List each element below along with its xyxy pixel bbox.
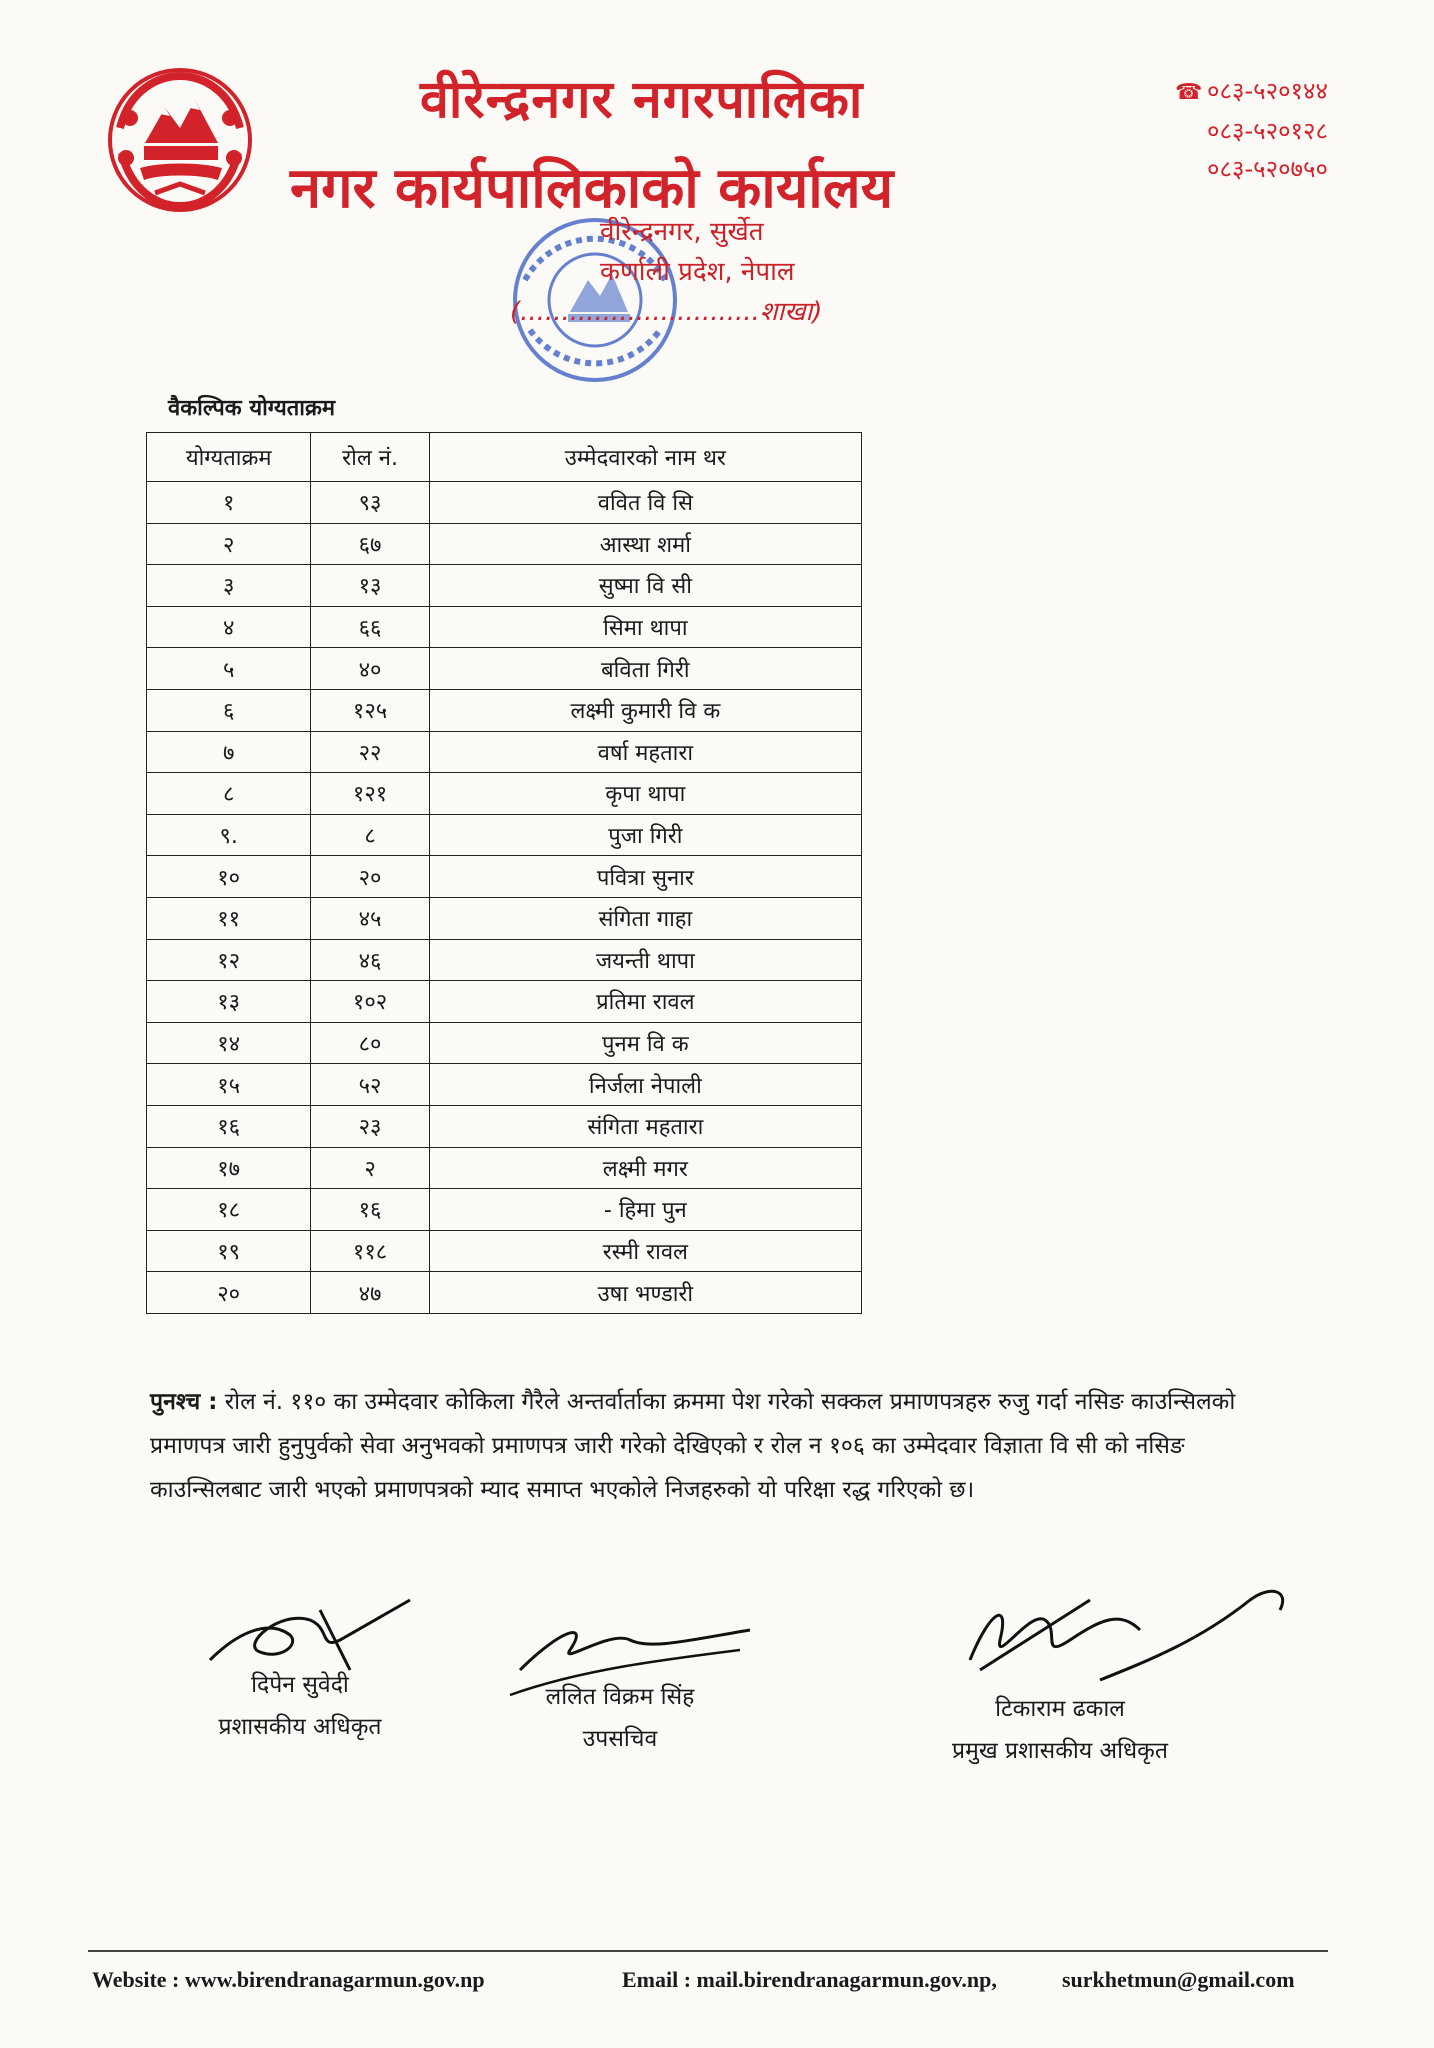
municipality-title: वीरेन्द्रनगर नगरपालिका [420,70,864,130]
cell-rank: १३ [147,981,311,1023]
cell-candidate-name: प्रतिमा रावल [429,981,861,1023]
cell-roll-number: १३ [311,565,429,607]
cell-roll-number: १०२ [311,981,429,1023]
footer-email: Email : mail.birendranagarmun.gov.np, [622,1967,997,1992]
table-header-row [147,433,862,482]
cell-candidate-name: निर्जला नेपाली [429,1064,861,1106]
note-text: रोल नं. ११० का उम्मेदवार कोकिला गैरैले अन्तर्वार्ताका क्रममा पेश गरेको सक्कल प्रमाणपत्रहरु रुजु गर्दा नसिङ काउन्सिलको प्रमाणपत्र जारी हुनुपुर्वको सेवा अनुभवको प्रमाणपत्र जारी गरेको देखिएको र रोल न १०६ का उम्मेदवार विज्ञाता वि सी को नसिङ काउन्सिलबाट जारी भएको प्रमाणपत्रको म्याद समाप्त भएकोले निजहरुको यो परिक्षा रद्ध गरिएको छ। [150,1389,1236,1503]
table-row [147,1022,862,1064]
table-row [147,814,862,856]
table-row [147,1189,862,1231]
signature-block-2 [510,1676,730,1760]
cell-rank: ९. [147,814,311,856]
cell-rank: १५ [147,1064,311,1106]
cell-roll-number: २२ [311,731,429,773]
cell-candidate-name: सिमा थापा [429,606,861,648]
cell-rank: १२ [147,939,311,981]
table-row [147,689,862,731]
table-title: वैकल्पिक योग्यताक्रम [168,396,336,421]
signatory-title: प्रशासकीय अधिकृत [218,1714,382,1740]
cell-rank: १६ [147,1105,311,1147]
cell-candidate-name: आस्था शर्मा [429,523,861,565]
note-label: पुनश्च : [150,1389,218,1415]
cell-candidate-name: संगिता महतारा [429,1105,861,1147]
cell-candidate-name: रस्मी रावल [429,1230,861,1272]
signatory-title: उपसचिव [582,1726,658,1752]
table-row [147,897,862,939]
cell-candidate-name: लक्ष्मी मगर [429,1147,861,1189]
cell-roll-number: ११८ [311,1230,429,1272]
signatory-name: ललित विक्रम सिंह [545,1684,695,1710]
cell-roll-number: ४६ [311,939,429,981]
table-row [147,648,862,690]
cell-rank: २ [147,523,311,565]
branch-line: (.............................शाखा) [510,297,823,327]
table-row [147,731,862,773]
phone-numbers [1138,72,1328,188]
signature-block-1 [170,1664,430,1748]
table-row [147,523,862,565]
cell-rank: ३ [147,565,311,607]
cell-rank: ८ [147,773,311,815]
cell-roll-number: ४० [311,648,429,690]
cell-roll-number: ९३ [311,482,429,524]
cell-roll-number: ६७ [311,523,429,565]
cell-rank: ५ [147,648,311,690]
cell-candidate-name: - हिमा पुन [429,1189,861,1231]
cell-rank: ११ [147,897,311,939]
cell-candidate-name: जयन्ती थापा [429,939,861,981]
cell-candidate-name: पवित्रा सुनार [429,856,861,898]
signatory-name: टिकाराम ढकाल [995,1696,1125,1722]
phone-number: ०८३-५२०१२८ [1207,117,1328,145]
signatory-name: दिपेन सुवेदी [251,1672,349,1698]
footer-website: Website : www.birendranagarmun.gov.np [92,1967,485,1992]
cell-roll-number: ८ [311,814,429,856]
cell-candidate-name: पुनम वि क [429,1022,861,1064]
table-row [147,1272,862,1314]
phone-row [1138,72,1328,112]
table-row [147,939,862,981]
cell-rank: १० [147,856,311,898]
cell-rank: १४ [147,1022,311,1064]
government-emblem-icon [100,58,260,218]
cell-candidate-name: कृपा थापा [429,773,861,815]
cell-rank: ४ [147,606,311,648]
cell-roll-number: ४७ [311,1272,429,1314]
cell-roll-number: १२५ [311,689,429,731]
column-header-roll: रोल नं. [311,433,429,482]
merit-list-table [146,432,862,1314]
cell-candidate-name: बविता गिरी [429,648,861,690]
cell-candidate-name: उषा भण्डारी [429,1272,861,1314]
table-row [147,1105,862,1147]
cell-candidate-name: सुष्मा वि सी [429,565,861,607]
column-header-rank: योग्यताक्रम [147,433,311,482]
cell-roll-number: १६ [311,1189,429,1231]
cell-rank: २० [147,1272,311,1314]
table-row [147,606,862,648]
cell-roll-number: ८० [311,1022,429,1064]
postscript-note [150,1380,1280,1512]
cell-roll-number: २ [311,1147,429,1189]
phone-number: ०८३-५२०१४४ [1207,77,1328,105]
signature-block-3 [900,1688,1220,1772]
cell-rank: ७ [147,731,311,773]
table-row [147,1147,862,1189]
phone-row [1138,150,1328,188]
cell-candidate-name: पुजा गिरी [429,814,861,856]
office-title: नगर कार्यपालिकाको कार्यालय [290,156,894,221]
cell-rank: ६ [147,689,311,731]
column-header-name: उम्मेदवारको नाम थर [429,433,861,482]
signatory-title: प्रमुख प्रशासकीय अधिकृत [952,1738,1168,1764]
phone-row [1138,112,1328,150]
cell-roll-number: १२१ [311,773,429,815]
table-row [147,773,862,815]
table-row [147,856,862,898]
table-row [147,981,862,1023]
cell-roll-number: ५२ [311,1064,429,1106]
table-row [147,1064,862,1106]
cell-roll-number: २३ [311,1105,429,1147]
cell-roll-number: ४५ [311,897,429,939]
table-row [147,565,862,607]
signature-mark-3-icon [950,1570,1310,1700]
cell-roll-number: २० [311,856,429,898]
address-line-1: वीरेन्द्रनगर, सुर्खेत [600,217,764,247]
cell-roll-number: ६६ [311,606,429,648]
cell-candidate-name: वर्षा महतारा [429,731,861,773]
cell-rank: १८ [147,1189,311,1231]
cell-candidate-name: लक्ष्मी कुमारी वि क [429,689,861,731]
cell-rank: १ [147,482,311,524]
cell-rank: १९ [147,1230,311,1272]
cell-rank: १७ [147,1147,311,1189]
footer-email-secondary: surkhetmun@gmail.com [1062,1967,1295,1992]
address-line-2: कर्णाली प्रदेश, नेपाल [600,257,795,287]
phone-number: ०८३-५२०७५० [1207,155,1328,183]
cell-candidate-name: संगिता गाहा [429,897,861,939]
table-row [147,482,862,524]
table-body [147,482,862,1314]
cell-candidate-name: ववित वि सि [429,482,861,524]
footer-divider [88,1950,1328,1952]
table-row [147,1230,862,1272]
telephone-icon: ☎ [1175,80,1203,105]
